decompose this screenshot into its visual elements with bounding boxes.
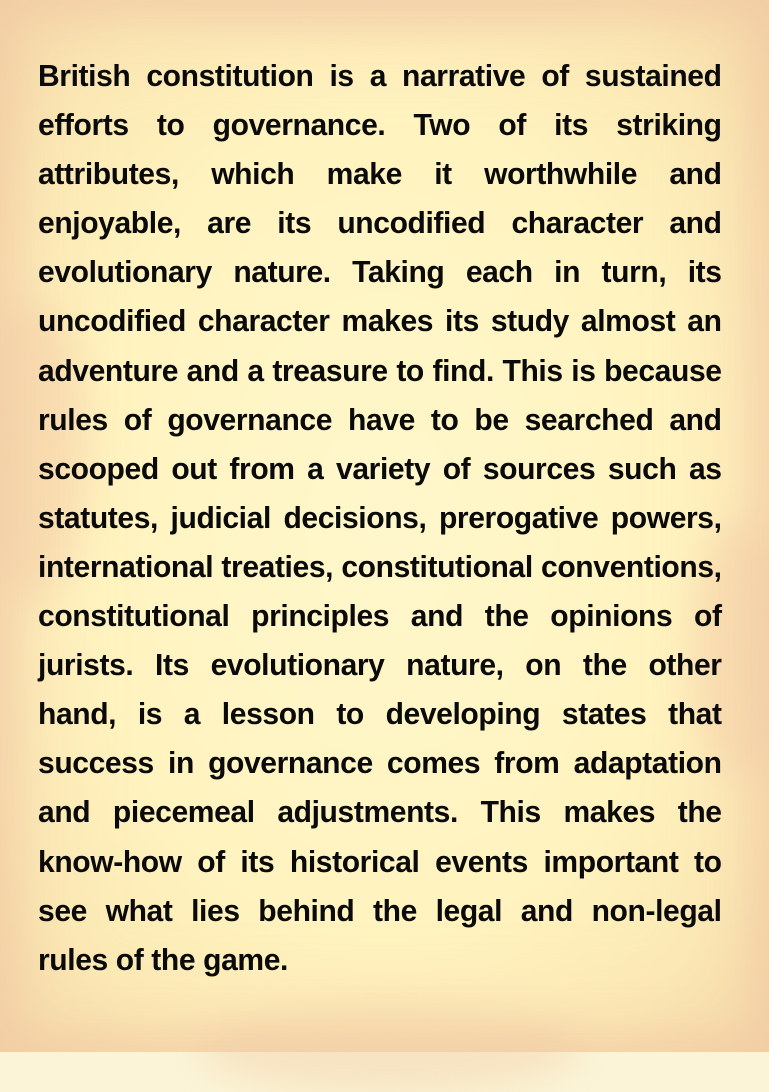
- paper-stain: [200, 1002, 580, 1092]
- paper-stain: [150, 0, 610, 30]
- body-paragraph: British constitution is a narrative of sustained efforts to governance. Two of its striking attributes, which make it worthwhile and enjoyable, are its uncodified character and evolutionary nature. Taking each in turn, its uncodified character makes its study almost an adventure and a treasure to find. This is because rules of governance have to be searched and scooped out from a variety of sources such as statutes, judicial decisions, prerogative powers, international treaties, constitutional conventions, constitutional principles and the opinions of jurists. Its evolutionary nature, on the other hand, is a lesson to developing states that success in governance comes from adaptation and piecemeal adjustments. This makes the know-how of its historical events important to see what lies behind the legal and non-legal rules of the game.: [38, 59, 722, 977]
